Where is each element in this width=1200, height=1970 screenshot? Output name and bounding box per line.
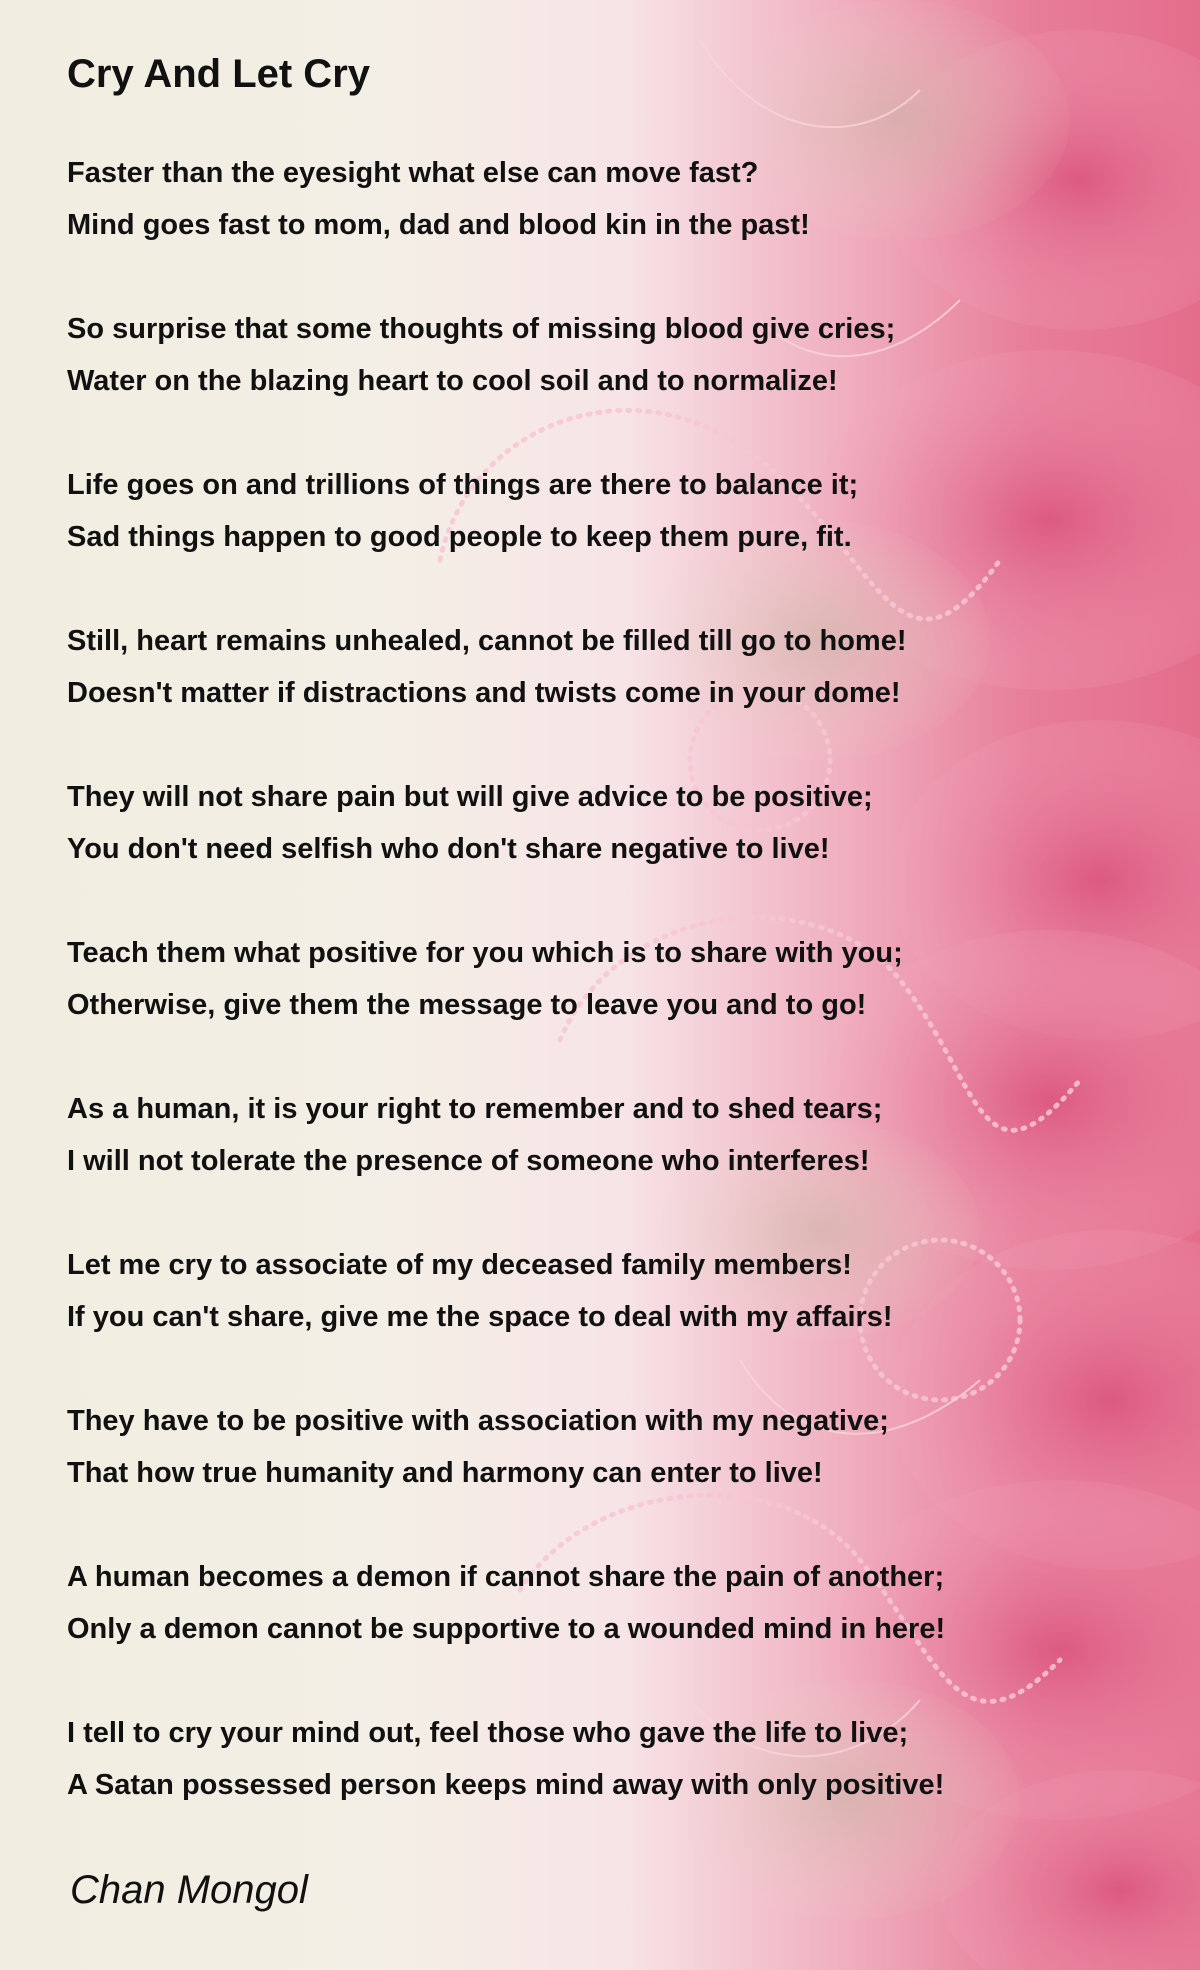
poem-line: Teach them what positive for you which is to share with you; [67,937,903,969]
poem-line: They will not share pain but will give advice to be positive; [67,781,873,813]
poem-line: Faster than the eyesight what else can move fast? [67,157,759,189]
poem-line: If you can't share, give me the space to deal with my affairs! [67,1301,893,1333]
poem-line: I tell to cry your mind out, feel those who gave the life to live; [67,1717,909,1749]
poem-line: Doesn't matter if distractions and twists come in your dome! [67,677,901,709]
stanza [67,1083,882,1187]
poem-line: Still, heart remains unhealed, cannot be filled till go to home! [67,625,907,657]
stanza [67,615,907,719]
poem-line: You don't need selfish who don't share negative to live! [67,833,830,865]
poem-line: Let me cry to associate of my deceased family members! [67,1249,852,1281]
poem-line: So surprise that some thoughts of missing blood give cries; [67,313,896,345]
poem-line: Otherwise, give them the message to leave you and to go! [67,989,867,1021]
poem-line: They have to be positive with association with my negative; [67,1405,889,1437]
poem-line: Mind goes fast to mom, dad and blood kin in the past! [67,209,810,241]
poem-line: That how true humanity and harmony can enter to live! [67,1457,823,1489]
poem-line: I will not tolerate the presence of someone who interferes! [67,1145,870,1177]
stanza [67,1395,889,1499]
stanza [67,147,810,251]
poem-line: A human becomes a demon if cannot share the pain of another; [67,1561,945,1593]
poem-line: Water on the blazing heart to cool soil and to normalize! [67,365,838,397]
poem-line: As a human, it is your right to remember and to shed tears; [67,1093,883,1125]
stanza [67,303,895,407]
stanza [67,459,858,563]
stanza [67,1239,893,1343]
stanza [67,1551,945,1655]
poem-author: Chan Mongol [70,1868,308,1912]
stanza [67,927,903,1031]
poem-line: Only a demon cannot be supportive to a wounded mind in here! [67,1613,946,1645]
poem-title: Cry And Let Cry [67,52,371,96]
stanza [67,771,873,875]
poem-line: Life goes on and trillions of things are there to balance it; [67,469,859,501]
stanza [67,1707,944,1811]
poem-line: A Satan possessed person keeps mind away with only positive! [67,1769,945,1801]
poem-line: Sad things happen to good people to keep them pure, fit. [67,521,852,553]
